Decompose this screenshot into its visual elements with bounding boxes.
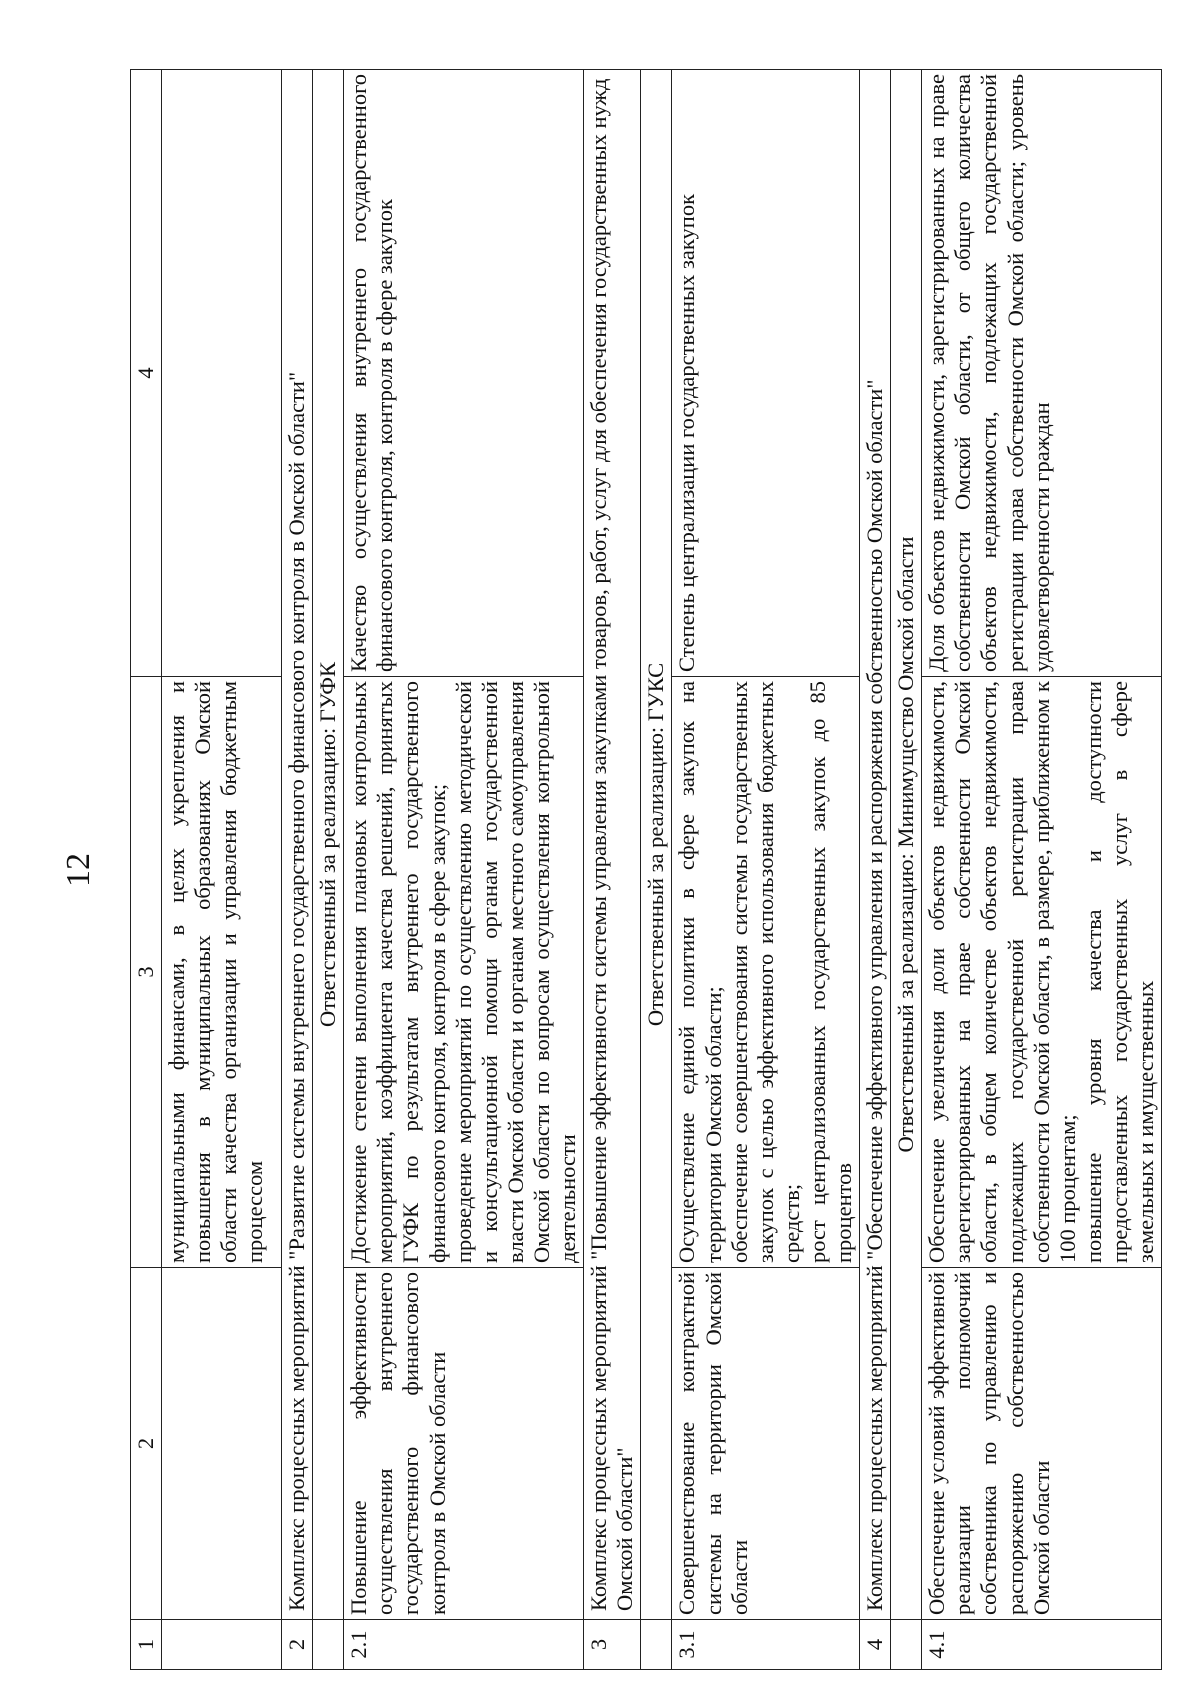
responsible-label: Ответственный за реализацию: Минимущество Омской области — [891, 70, 922, 1620]
table-row — [672, 70, 860, 1670]
row-number: 2.1 — [344, 1620, 584, 1670]
effect-item: Обеспечение увеличения доли объектов недвижимости, зарегистрированных на праве собственности Омской области, в общем количестве объектов недвижимости, подлежащих государственной регистрации права собственности Омской области, в размере, приближенном к 100 процентам; — [924, 681, 1080, 1263]
table-row-continuation — [162, 70, 282, 1670]
section-row — [282, 70, 313, 1670]
effects-text — [672, 677, 860, 1268]
col-header-2: 2 — [131, 1268, 162, 1620]
section-title: Комплекс процессных мероприятий "Повышение эффективности системы управления закупками товаров, работ, услуг для обеспечения государственных нужд Омской области" — [584, 70, 641, 1620]
task-text: Повышение эффективности осуществления внутреннего государственного финансового контроля в Омской области — [344, 1268, 584, 1620]
row-number: 4.1 — [922, 1620, 1162, 1670]
section-number: 2 — [282, 1620, 313, 1670]
section-row — [584, 70, 641, 1670]
table-row — [922, 70, 1162, 1670]
effect-item: проведение мероприятий по осуществлению методической и консультационной помощи органам государственной власти Омской области и органам местного самоуправления Омской области по вопросам осуществления контрольной деятельности — [450, 681, 581, 1263]
section-row — [860, 70, 891, 1670]
effect-item: Достижение степени выполнения плановых контрольных мероприятий, коэффициента качества решений, принятых ГУФК по результатам внутреннего государственного финансового контроля, контроля в сфере закупок; — [346, 681, 450, 1263]
responsible-label: Ответственный за реализацию: ГУКС — [641, 70, 672, 1620]
row-number: 3.1 — [672, 1620, 860, 1670]
effect-item: рост централизованных государственных закупок до 85 процентов — [804, 681, 856, 1263]
effects-text — [344, 677, 584, 1268]
cell-empty — [313, 1620, 344, 1670]
task-text: Совершенствование контрактной системы на территории Омской области — [672, 1268, 860, 1620]
effect-item: Осуществление единой политики в сфере закупок на территории Омской области; — [674, 681, 726, 1263]
effect-item: повышение уровня качества и доступности предоставленных государственных услуг в сфере земельных и имущественных — [1080, 681, 1158, 1263]
effect-item: обеспечение совершенствования системы государственных закупок с целью эффективного использования бюджетных средств; — [726, 681, 804, 1263]
section-title: Комплекс процессных мероприятий "Обеспечение эффективного управления и распоряжения собственностью Омской области" — [860, 70, 891, 1620]
effects-text — [922, 677, 1162, 1268]
page-number: 12 — [60, 853, 97, 887]
cell-empty — [641, 1620, 672, 1670]
col-header-4: 4 — [131, 70, 162, 677]
cell-empty — [162, 70, 282, 677]
task-text: Обеспечение условий эффективной реализации полномочий собственника по управлению и распоряжению собственностью Омской области — [922, 1268, 1162, 1620]
cell-empty — [162, 1620, 282, 1670]
responsible-label: Ответственный за реализацию: ГУФК — [313, 70, 344, 1620]
continuation-text: муниципальными финансами, в целях укрепления и повышения в муниципальных образованиях Омской области качества организации и управления бюджетным процессом — [162, 677, 282, 1268]
responsible-row — [891, 70, 922, 1670]
cell-empty — [891, 1620, 922, 1670]
header-row — [131, 70, 162, 1670]
rotated-page — [50, 70, 1158, 1670]
cell-empty — [162, 1268, 282, 1620]
responsible-row — [313, 70, 344, 1670]
indicator-text: Доля объектов недвижимости, зарегистрированных на праве собственности Омской области, от общего количества объектов недвижимости, подлежащих государственной регистрации права собственности Омской области; уровень удовлетворенности граждан — [922, 70, 1162, 677]
section-number: 4 — [860, 1620, 891, 1670]
indicator-text: Степень централизации государственных закупок — [672, 70, 860, 677]
section-number: 3 — [584, 1620, 641, 1670]
col-header-3: 3 — [131, 677, 162, 1268]
section-title: Комплекс процессных мероприятий "Развитие системы внутреннего государственного финансового контроля в Омской области" — [282, 70, 313, 1620]
table-row — [344, 70, 584, 1670]
measures-table — [130, 69, 1162, 1670]
indicator-text: Качество осуществления внутреннего государственного финансового контроля, контроля в сфере закупок — [344, 70, 584, 677]
responsible-row — [641, 70, 672, 1670]
col-header-1: 1 — [131, 1620, 162, 1670]
